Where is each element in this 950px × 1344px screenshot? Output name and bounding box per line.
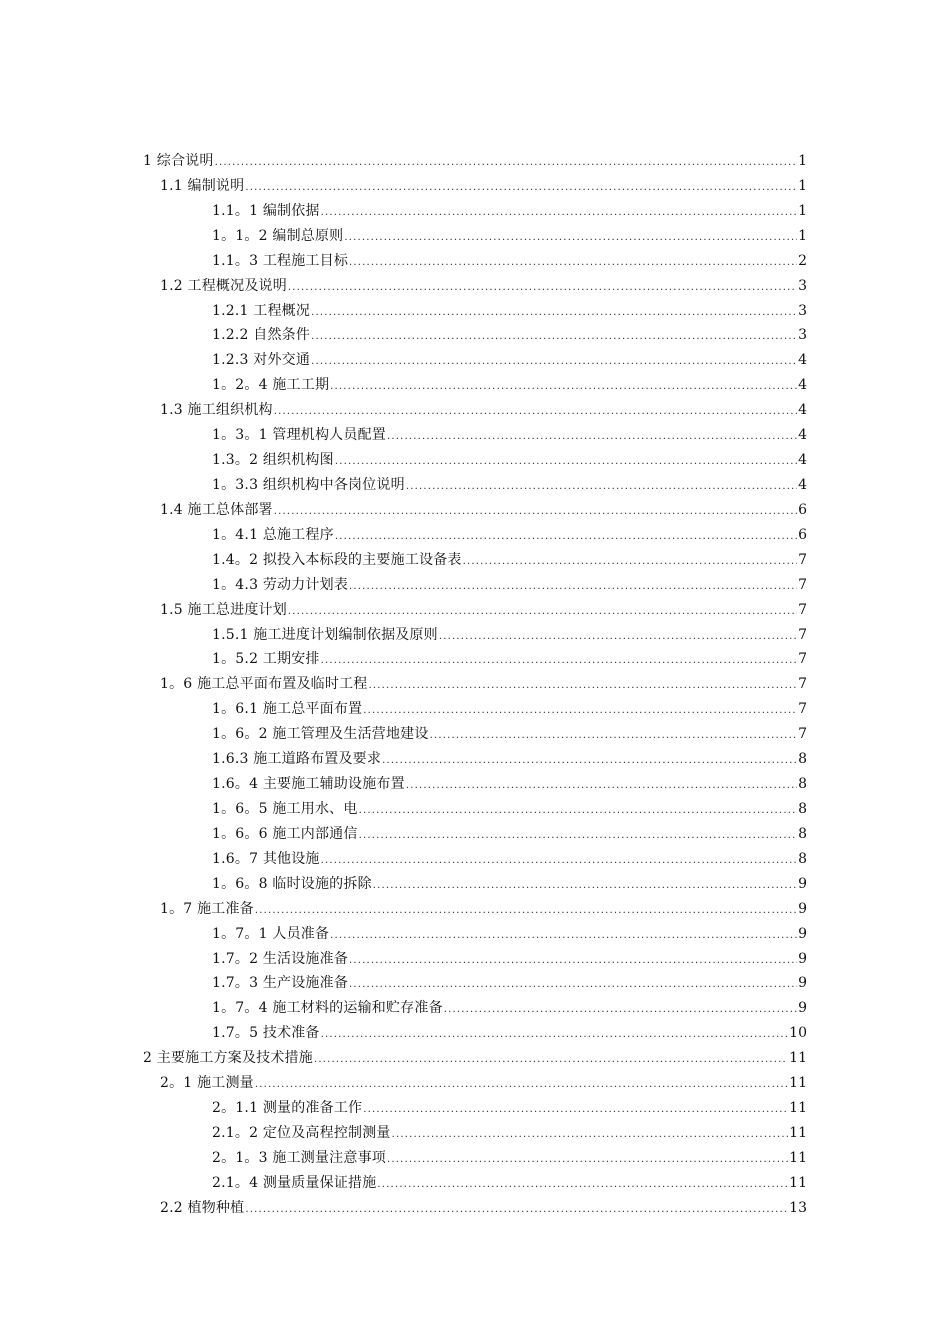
toc-dot-leader [363, 1098, 788, 1123]
toc-entry-label: 2。1 施工测量 [160, 1075, 254, 1092]
toc-entry[interactable] [143, 1121, 807, 1146]
toc-entry-page-number: 9 [798, 925, 807, 942]
toc-entry-label: 1。6。8 临时设施的拆除 [212, 875, 372, 892]
toc-entry-label: 1.6。4 主要施工辅助设施布置 [212, 776, 405, 793]
toc-entry[interactable] [143, 523, 807, 548]
toc-entry-label: 1.1。1 编制依据 [212, 202, 320, 219]
toc-entry-label: 1。4.3 劳动力计划表 [212, 576, 349, 593]
toc-dot-leader [311, 350, 797, 375]
toc-entry[interactable] [143, 473, 807, 498]
toc-entry-page-number: 11 [789, 1075, 807, 1092]
toc-dot-leader [245, 1198, 788, 1223]
toc-entry-label: 1.6。7 其他设施 [212, 850, 320, 867]
toc-entry[interactable] [143, 847, 807, 872]
toc-entry[interactable] [143, 199, 807, 224]
toc-entry-page-number: 8 [798, 751, 807, 768]
toc-entry[interactable] [143, 1046, 807, 1071]
toc-entry-page-number: 4 [798, 352, 807, 369]
toc-dot-leader [349, 973, 797, 998]
toc-entry-label: 1。6.1 施工总平面布置 [212, 701, 363, 718]
toc-entry-label: 1.7。3 生产设施准备 [212, 975, 349, 992]
toc-entry-page-number: 3 [798, 277, 807, 294]
toc-entry[interactable] [143, 149, 807, 174]
toc-entry-page-number: 6 [798, 501, 807, 518]
toc-entry-page-number: 7 [798, 651, 807, 668]
toc-dot-leader [444, 998, 797, 1023]
toc-entry[interactable] [143, 323, 807, 348]
toc-dot-leader [314, 1048, 788, 1073]
toc-entry[interactable] [143, 872, 807, 897]
toc-entry-page-number: 9 [798, 975, 807, 992]
toc-entry-page-number: 7 [798, 626, 807, 643]
toc-dot-leader [245, 176, 797, 201]
toc-dot-leader [274, 400, 797, 425]
toc-entry-label: 2。1.1 测量的准备工作 [212, 1100, 363, 1117]
toc-entry[interactable] [143, 1021, 807, 1046]
toc-dot-leader [463, 550, 797, 575]
toc-entry-page-number: 9 [798, 950, 807, 967]
toc-entry-label: 1.2.1 工程概况 [212, 302, 311, 319]
toc-entry[interactable] [143, 971, 807, 996]
toc-entry-label: 1。2。4 施工工期 [212, 377, 330, 394]
toc-dot-leader [359, 824, 798, 849]
toc-dot-leader [368, 674, 797, 699]
toc-entry-page-number: 7 [798, 676, 807, 693]
toc-dot-leader [377, 1173, 788, 1198]
toc-entry[interactable] [143, 922, 807, 947]
toc-entry-label: 1。7。4 施工材料的运输和贮存准备 [212, 1000, 443, 1017]
toc-entry-label: 1。6。5 施工用水、电 [212, 800, 358, 817]
toc-dot-leader [359, 799, 798, 824]
toc-dot-leader [330, 924, 797, 949]
toc-entry-page-number: 3 [798, 302, 807, 319]
toc-entry[interactable] [143, 822, 807, 847]
toc-entry[interactable] [143, 274, 807, 299]
toc-entry-page-number: 7 [798, 701, 807, 718]
toc-entry-label: 1.3 施工组织机构 [160, 402, 273, 419]
toc-entry-label: 1.7。2 生活设施准备 [212, 950, 349, 967]
toc-entry-page-number: 7 [798, 601, 807, 618]
toc-entry[interactable] [143, 722, 807, 747]
toc-entry[interactable] [143, 174, 807, 199]
toc-entry[interactable] [143, 672, 807, 697]
toc-dot-leader [274, 500, 797, 525]
toc-entry[interactable] [143, 623, 807, 648]
toc-entry-label: 1.2 工程概况及说明 [160, 277, 287, 294]
toc-dot-leader [311, 325, 797, 350]
toc-dot-leader [288, 276, 797, 301]
toc-entry-page-number: 1 [798, 153, 807, 169]
toc-entry-page-number: 6 [798, 526, 807, 543]
toc-entry-label: 1。7。1 人员准备 [212, 925, 330, 942]
toc-entry-label: 1。7 施工准备 [160, 900, 254, 917]
toc-entry-page-number: 9 [798, 1000, 807, 1017]
toc-dot-leader [321, 1023, 789, 1048]
toc-entry-label: 1.4 施工总体部署 [160, 501, 273, 518]
toc-entry-label: 1.5 施工总进度计划 [160, 601, 287, 618]
toc-entry[interactable] [143, 548, 807, 573]
toc-dot-leader [430, 724, 798, 749]
toc-entry[interactable] [143, 747, 807, 772]
toc-entry[interactable] [143, 573, 807, 598]
toc-entry-label: 1.2.2 自然条件 [212, 327, 311, 344]
toc-entry-page-number: 11 [789, 1149, 807, 1166]
toc-entry[interactable] [143, 772, 807, 797]
toc-dot-leader [406, 774, 797, 799]
toc-entry[interactable] [143, 647, 807, 672]
toc-entry-page-number: 3 [798, 327, 807, 344]
toc-entry-page-number: 4 [798, 476, 807, 493]
toc-entry-page-number: 7 [798, 551, 807, 568]
toc-dot-leader [321, 201, 797, 226]
toc-entry-label: 1。3。1 管理机构人员配置 [212, 427, 386, 444]
toc-entry-page-number: 2 [798, 252, 807, 269]
toc-entry-label: 1。6 施工总平面布置及临时工程 [160, 676, 368, 693]
toc-entry-label: 1.1。3 工程施工目标 [212, 252, 349, 269]
toc-entry-page-number: 8 [798, 850, 807, 867]
toc-dot-leader [349, 251, 797, 276]
toc-dot-leader [439, 625, 797, 650]
toc-entry[interactable] [143, 1171, 807, 1196]
toc-dot-leader [335, 525, 797, 550]
toc-entry-page-number: 7 [798, 576, 807, 593]
toc-entry-page-number: 9 [798, 875, 807, 892]
toc-entry[interactable] [143, 996, 807, 1021]
toc-entry[interactable] [143, 697, 807, 722]
toc-entry[interactable] [143, 498, 807, 523]
toc-entry-page-number: 4 [798, 427, 807, 444]
toc-entry-page-number: 4 [798, 377, 807, 394]
toc-entry-label: 1。6。6 施工内部通信 [212, 825, 358, 842]
toc-entry-label: 1。3.3 组织机构中各岗位说明 [212, 476, 405, 493]
toc-dot-leader [363, 699, 797, 724]
toc-dot-leader [215, 151, 798, 176]
toc-entry-label: 1。6。2 施工管理及生活营地建设 [212, 726, 429, 743]
toc-entry-page-number: 11 [789, 1124, 807, 1141]
toc-entry-page-number: 4 [798, 452, 807, 469]
toc-entry-label: 1.6.3 施工道路布置及要求 [212, 751, 382, 768]
toc-entry-label: 1 综合说明 [143, 153, 214, 169]
toc-entry-page-number: 8 [798, 776, 807, 793]
toc-entry-page-number: 11 [789, 1100, 807, 1117]
toc-entry-page-number: 11 [789, 1174, 807, 1191]
toc-entry-label: 1.5.1 施工进度计划编制依据及原则 [212, 626, 438, 643]
toc-entry[interactable] [143, 299, 807, 324]
toc-entry-label: 1.1 编制说明 [160, 177, 245, 194]
toc-dot-leader [387, 425, 797, 450]
toc-dot-leader [373, 874, 797, 899]
toc-entry-page-number: 1 [798, 227, 807, 244]
toc-entry-page-number: 8 [798, 800, 807, 817]
toc-entry[interactable] [143, 797, 807, 822]
toc-entry-label: 1。1。2 编制总原则 [212, 227, 344, 244]
toc-entry-label: 1。5.2 工期安排 [212, 651, 320, 668]
toc-entry-page-number: 1 [798, 177, 807, 194]
toc-entry-label: 1.2.3 对外交通 [212, 352, 311, 369]
toc-dot-leader [330, 375, 797, 400]
toc-entry-page-number: 4 [798, 402, 807, 419]
toc-entry-label: 2。1。3 施工测量注意事项 [212, 1149, 386, 1166]
toc-dot-leader [406, 475, 797, 500]
toc-entry[interactable] [143, 1071, 807, 1096]
toc-entry-page-number: 8 [798, 825, 807, 842]
toc-dot-leader [349, 575, 797, 600]
toc-entry[interactable] [143, 897, 807, 922]
toc-entry-label: 1.3。2 组织机构图 [212, 452, 334, 469]
toc-entry[interactable] [143, 423, 807, 448]
toc-dot-leader [255, 1073, 788, 1098]
toc-dot-leader [344, 226, 797, 251]
toc-entry-label: 2 主要施工方案及技术措施 [143, 1050, 313, 1067]
toc-entry[interactable] [143, 448, 807, 473]
toc-dot-leader [392, 1123, 789, 1148]
toc-entry-page-number: 9 [798, 900, 807, 917]
toc-entry[interactable] [143, 1146, 807, 1171]
toc-entry-label: 1.7。5 技术准备 [212, 1025, 320, 1042]
toc-entry-page-number: 13 [789, 1199, 807, 1216]
toc-entry-page-number: 7 [798, 726, 807, 743]
toc-dot-leader [288, 600, 797, 625]
toc-entry-label: 2.2 植物种植 [160, 1199, 245, 1216]
toc-entry-page-number: 1 [798, 202, 807, 219]
toc-entry-page-number: 10 [789, 1025, 807, 1042]
toc-entry[interactable] [143, 598, 807, 623]
toc-dot-leader [311, 301, 797, 326]
toc-dot-leader [335, 450, 797, 475]
toc-entry[interactable] [143, 398, 807, 423]
toc-entry[interactable] [143, 249, 807, 274]
toc-dot-leader [321, 649, 797, 674]
toc-dot-leader [321, 849, 797, 874]
toc-dot-leader [349, 949, 797, 974]
toc-entry-label: 2.1。2 定位及高程控制测量 [212, 1124, 391, 1141]
toc-entry-label: 2.1。4 测量质量保证措施 [212, 1174, 377, 1191]
toc-dot-leader [382, 749, 797, 774]
toc-entry-page-number: 11 [789, 1050, 807, 1067]
table-of-contents [143, 149, 807, 1221]
toc-entry[interactable] [143, 1096, 807, 1121]
toc-dot-leader [387, 1148, 788, 1173]
toc-dot-leader [255, 899, 797, 924]
toc-entry[interactable] [143, 373, 807, 398]
toc-entry-label: 1.4。2 拟投入本标段的主要施工设备表 [212, 551, 462, 568]
toc-entry[interactable] [143, 224, 807, 249]
toc-entry[interactable] [143, 348, 807, 373]
toc-entry-label: 1。4.1 总施工程序 [212, 526, 334, 543]
toc-entry[interactable] [143, 1196, 807, 1221]
toc-entry[interactable] [143, 947, 807, 972]
